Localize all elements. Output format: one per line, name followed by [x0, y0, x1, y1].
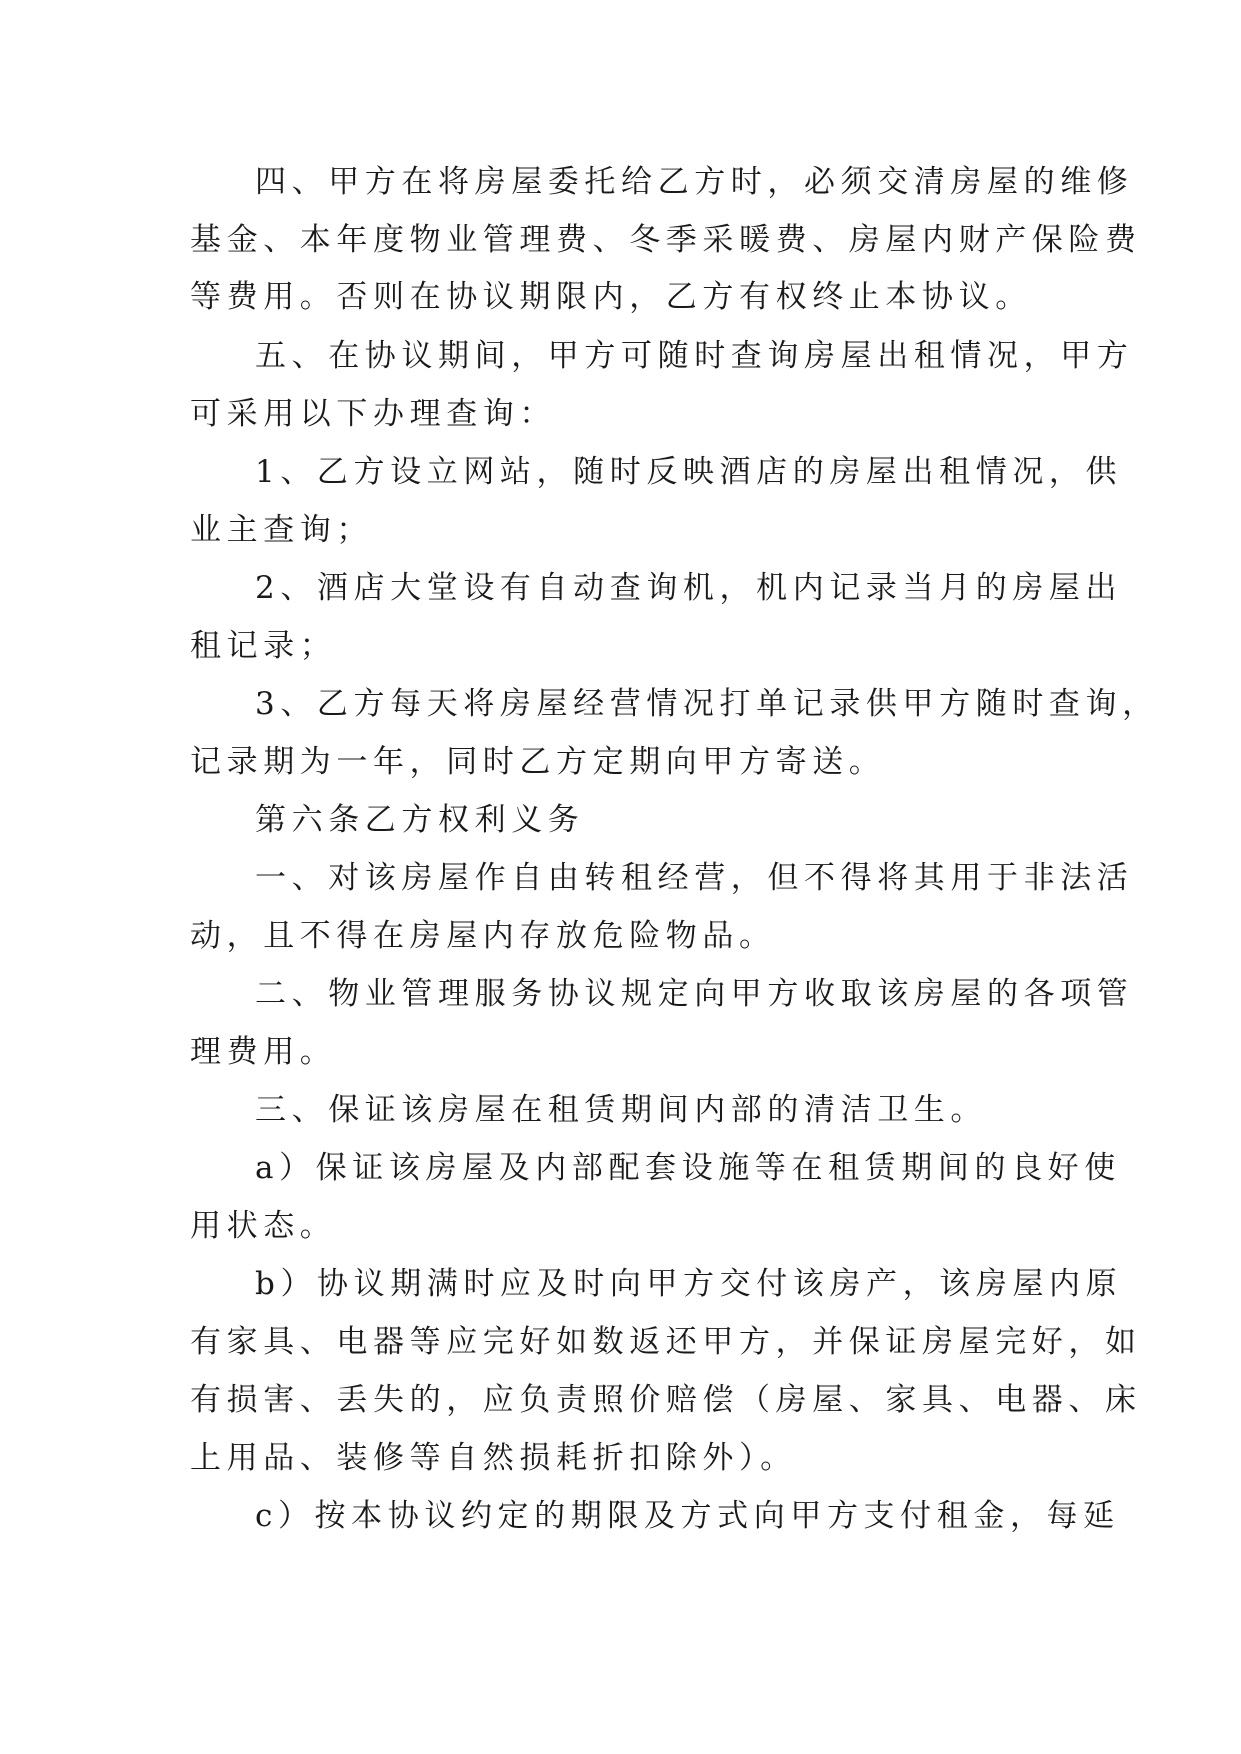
- paragraph-line: 动，且不得在房屋内存放危险物品。: [190, 918, 776, 954]
- paragraph-line: 理费用。: [190, 1034, 337, 1070]
- paragraph-line: 业主查询；: [190, 512, 373, 548]
- paragraph-line: 2、酒店大堂设有自动查询机，机内记录当月的房屋出: [255, 570, 1123, 606]
- paragraph-line: 上用品、装修等自然损耗折扣除外）。: [190, 1440, 797, 1476]
- paragraph-line: 可采用以下办理查询：: [190, 396, 556, 432]
- paragraph-line: 等费用。否则在协议期限内，乙方有权终止本协议。: [190, 279, 1032, 315]
- paragraph-line: 有损害、丢失的，应负责照价赔偿（房屋、家具、电器、床: [190, 1382, 1142, 1418]
- paragraph-line: 基金、本年度物业管理费、冬季采暖费、房屋内财产保险费: [190, 222, 1142, 258]
- paragraph-line: 四、甲方在将房屋委托给乙方时，必须交清房屋的维修: [255, 164, 1134, 200]
- paragraph-line: b）协议期满时应及时向甲方交付该房产，该房屋内原: [255, 1266, 1123, 1302]
- paragraph-line: 一、对该房屋作自由转租经营，但不得将其用于非法活: [255, 860, 1134, 896]
- paragraph-line: 有家具、电器等应完好如数返还甲方，并保证房屋完好，如: [190, 1324, 1142, 1360]
- paragraph-line: c）按本协议约定的期限及方式向甲方支付租金，每延: [255, 1498, 1120, 1534]
- section-heading: 第六条乙方权利义务: [255, 802, 585, 838]
- paragraph-line: 3、乙方每天将房屋经营情况打单记录供甲方随时查询，: [255, 686, 1159, 722]
- paragraph-line: 用状态。: [190, 1208, 337, 1244]
- paragraph-line: a）保证该房屋及内部配套设施等在租赁期间的良好使: [255, 1150, 1121, 1186]
- paragraph-line: 二、物业管理服务协议规定向甲方收取该房屋的各项管: [255, 976, 1134, 1012]
- paragraph-line: 1、乙方设立网站，随时反映酒店的房屋出租情况，供: [255, 454, 1123, 490]
- paragraph-line: 三、保证该房屋在租赁期间内部的清洁卫生。: [255, 1092, 987, 1128]
- paragraph-line: 记录期为一年，同时乙方定期向甲方寄送。: [190, 744, 886, 780]
- paragraph-line: 五、在协议期间，甲方可随时查询房屋出租情况，甲方: [255, 338, 1134, 374]
- paragraph-line: 租记录；: [190, 628, 337, 664]
